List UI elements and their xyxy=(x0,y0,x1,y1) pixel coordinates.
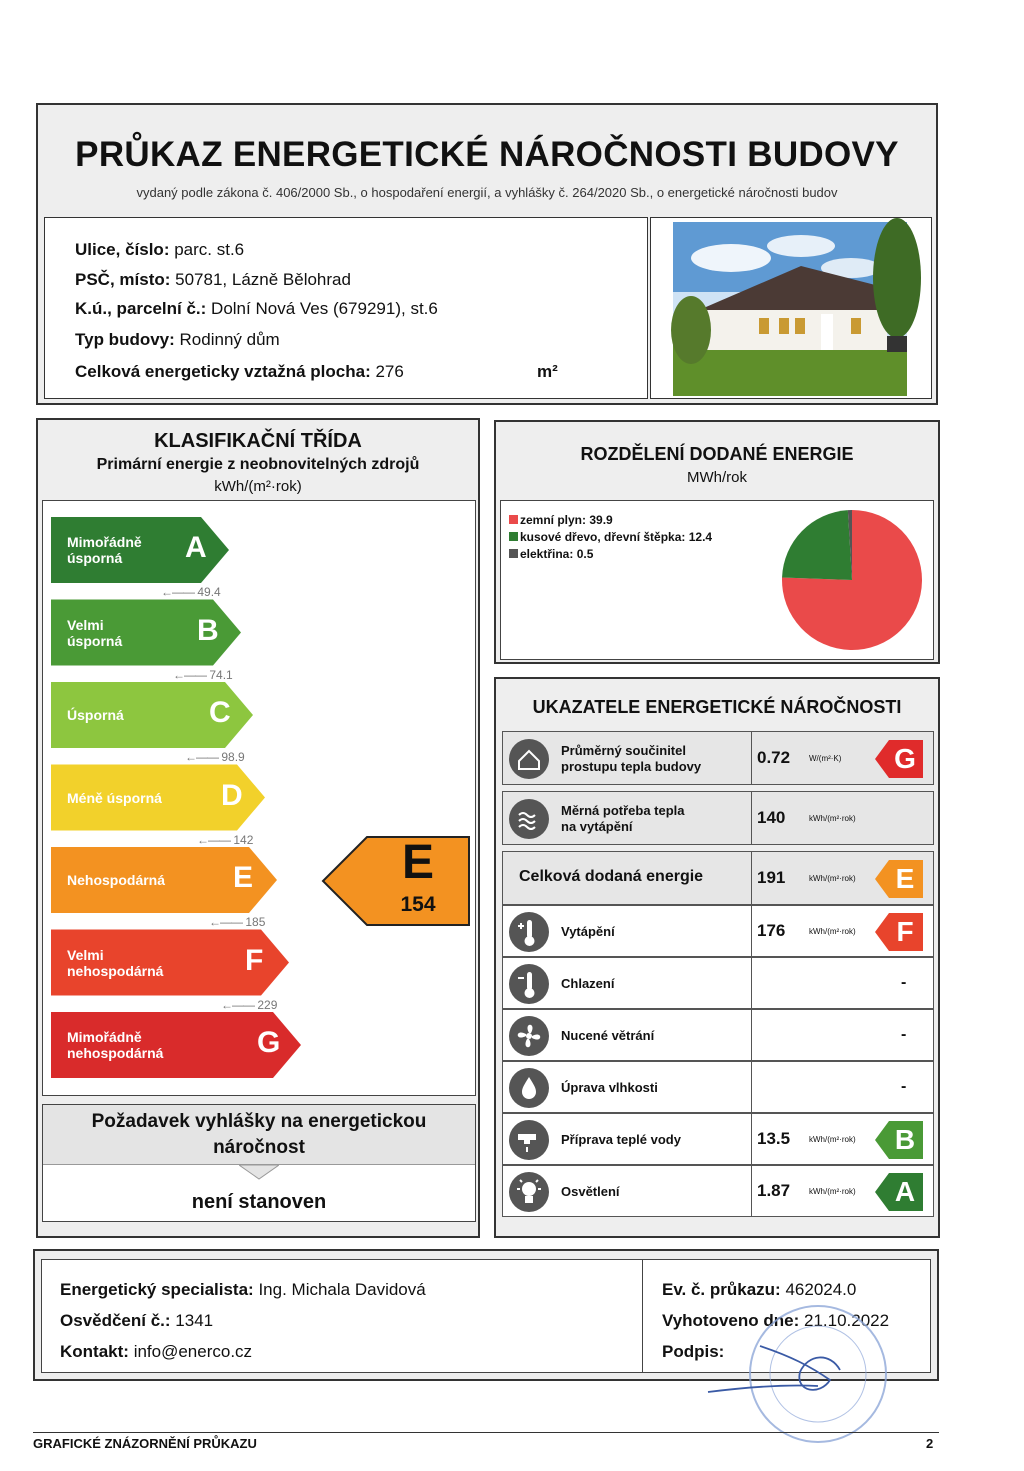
indicator-label xyxy=(519,869,703,885)
classification-unit: kWh/(m²·rok) xyxy=(214,478,302,495)
indicator-divider xyxy=(751,1010,752,1060)
contact-label: Kontakt: xyxy=(60,1342,129,1361)
indicator-label-line1: Měrná potřeba tepla xyxy=(561,803,685,818)
requirement-pointer xyxy=(239,1165,279,1181)
band-letter-b: B xyxy=(197,613,219,647)
indicator-label xyxy=(561,1184,620,1200)
zip-label: PSČ, místo: xyxy=(75,270,171,289)
class-badge-letter: A xyxy=(894,1176,916,1207)
indicator-row xyxy=(502,791,934,845)
page-number: 2 xyxy=(926,1436,934,1451)
threshold-c: ←—— 98.9 xyxy=(185,750,245,764)
distribution-panel xyxy=(494,420,940,664)
building-type-line xyxy=(75,330,280,350)
indicator-label-line1: Příprava teplé vody xyxy=(561,1132,681,1147)
header-panel xyxy=(36,103,938,405)
certificate-label: Osvědčení č.: xyxy=(60,1311,171,1330)
signature xyxy=(708,1346,840,1392)
indicator-label-line1: Nucené větrání xyxy=(561,1028,655,1043)
indicator-label-line1: Osvětlení xyxy=(561,1184,620,1199)
area-line xyxy=(75,362,404,382)
indicator-label-line1: Celková dodaná energie xyxy=(519,868,704,885)
class-badge-letter: B xyxy=(894,1124,916,1155)
class-badge-letter: E xyxy=(895,863,915,894)
indicator-row xyxy=(502,1113,934,1165)
area-unit: m² xyxy=(537,362,558,381)
classification-title: KLASIFIKAČNÍ TŘÍDA xyxy=(154,430,362,452)
requirement-header xyxy=(43,1105,475,1165)
street-value: parc. st.6 xyxy=(174,240,245,259)
requirement-title-line1: Požadavek vyhlášky na energetickou xyxy=(91,1111,427,1132)
band-label-line2: úsporná xyxy=(67,550,123,566)
indicator-divider xyxy=(751,958,752,1008)
band-letter-g: G xyxy=(257,1026,281,1059)
indicator-divider xyxy=(751,732,752,784)
indicator-label xyxy=(561,1080,658,1096)
legend-text: elektřina: 0.5 xyxy=(520,547,594,561)
distribution-title: ROZDĚLENÍ DODANÉ ENERGIE xyxy=(580,444,854,464)
band-letter-f: F xyxy=(245,943,264,977)
cadastre-label: K.ú., parcelní č.: xyxy=(75,299,207,318)
indicator-label xyxy=(561,1132,681,1148)
indicator-row xyxy=(502,731,934,785)
thermometer-plus-icon xyxy=(509,912,549,952)
threshold-b: ←—— 74.1 xyxy=(173,667,233,682)
indicator-label-line1: Chlazení xyxy=(561,976,615,991)
legend-swatch xyxy=(509,532,518,541)
street-line xyxy=(75,240,244,260)
indicator-value: 140 xyxy=(757,808,786,827)
zip-line xyxy=(75,270,351,290)
legend-item xyxy=(509,513,613,527)
indicator-label-line2: prostupu tepla budovy xyxy=(561,759,702,774)
indicators-title: UKAZATELE ENERGETICKÉ NÁROČNOSTI xyxy=(532,697,902,717)
indicator-value: - xyxy=(901,1026,907,1043)
legend-text: zemní plyn: 39.9 xyxy=(520,513,613,527)
indicator-unit: kWh/(m²·rok) xyxy=(809,1135,856,1144)
area-label: Celková energeticky vztažná plocha: xyxy=(75,362,371,381)
band-label-line1: Úsporná xyxy=(67,707,124,723)
threshold-a: ←—— 49.4 xyxy=(161,585,221,599)
class-badge xyxy=(875,1173,923,1211)
class-badge xyxy=(875,860,923,898)
indicators-panel xyxy=(494,677,940,1238)
date-value: 21.10.2022 xyxy=(804,1311,890,1330)
certificate-line xyxy=(60,1311,213,1331)
threshold-f: ←—— 229 xyxy=(221,997,278,1012)
classification-panel xyxy=(36,418,480,1238)
band-label-line2: nehospodárná xyxy=(67,1045,164,1061)
class-badge xyxy=(875,913,923,951)
indicator-row xyxy=(502,851,934,905)
footer-divider xyxy=(642,1260,643,1372)
indicator-unit: kWh/(m²·rok) xyxy=(809,1187,856,1196)
indicator-label xyxy=(561,1028,654,1044)
band-letter-e: E xyxy=(233,861,254,894)
date-label: Vyhotoveno dne: xyxy=(662,1311,800,1330)
band-label-b xyxy=(67,617,122,649)
section-label: GRAFICKÉ ZNÁZORNĚNÍ PRŮKAZU xyxy=(33,1436,257,1451)
indicator-unit: kWh/(m²·rok) xyxy=(809,874,856,883)
cadastre-line xyxy=(75,299,438,319)
result-class-letter: E xyxy=(401,836,434,889)
indicator-row xyxy=(502,1165,934,1217)
indicator-label xyxy=(561,976,614,992)
bottom-rule xyxy=(33,1432,939,1433)
band-label-line1: Velmi xyxy=(67,946,104,963)
indicator-value: - xyxy=(901,1078,907,1095)
thermometer-minus-icon xyxy=(509,964,549,1004)
specialist-label: Energetický specialista: xyxy=(60,1280,254,1299)
heat-demand-icon xyxy=(509,799,549,839)
document-title: PRŮKAZ ENERGETICKÉ NÁROČNOSTI BUDOVY xyxy=(75,135,899,174)
indicator-value: 191 xyxy=(757,868,786,887)
indicator-value: - xyxy=(901,974,907,991)
class-badge xyxy=(875,740,923,778)
indicator-label xyxy=(561,743,701,775)
band-label-line1: Mimořádně xyxy=(67,534,142,550)
building-type-value: Rodinný dům xyxy=(179,330,280,349)
area-value: 276 xyxy=(375,362,404,381)
signature-label: Podpis: xyxy=(662,1342,725,1361)
indicator-divider xyxy=(751,792,752,844)
indicator-row xyxy=(502,1061,934,1113)
indicator-label xyxy=(561,924,615,940)
legend-swatch xyxy=(509,515,518,524)
lightbulb-icon xyxy=(509,1172,549,1212)
building-photo-frame xyxy=(650,217,932,399)
distribution-pie-chart xyxy=(777,505,927,655)
building-info xyxy=(44,217,648,399)
specialist-value: Ing. Michala Davidová xyxy=(258,1280,426,1299)
certificate-value: 1341 xyxy=(175,1311,214,1330)
band-letter-a: A xyxy=(185,531,207,564)
band-label-f xyxy=(67,947,163,979)
indicator-unit: kWh/(m²·rok) xyxy=(809,927,856,936)
evidence-value: 462024.0 xyxy=(785,1280,857,1299)
indicator-label xyxy=(561,803,685,835)
indicator-label-line1: Úprava vlhkosti xyxy=(561,1080,658,1095)
band-letter-d: D xyxy=(221,778,243,812)
legend-item xyxy=(509,530,712,544)
band-letter-c: C xyxy=(209,696,231,729)
indicator-row xyxy=(502,957,934,1009)
band-label-e xyxy=(67,872,165,888)
band-label-line1: Mimořádně xyxy=(67,1029,142,1045)
result-class-value: 154 xyxy=(400,893,436,916)
indicator-divider xyxy=(751,906,752,956)
requirement-value: není stanoven xyxy=(191,1191,327,1213)
band-label-line2: úsporná xyxy=(67,632,123,649)
indicator-unit: W/(m²·K) xyxy=(809,754,842,763)
contact-line xyxy=(60,1342,252,1362)
zip-value: 50781, Lázně Bělohrad xyxy=(175,270,351,289)
band-label-line2: nehospodárná xyxy=(67,962,164,979)
distribution-unit: MWh/rok xyxy=(687,469,747,486)
indicator-divider xyxy=(751,1166,752,1216)
stamp-and-signature xyxy=(700,1296,900,1446)
house-icon xyxy=(509,739,549,779)
indicator-row xyxy=(502,905,934,957)
indicator-label-line1: Průměrný součinitel xyxy=(561,743,686,758)
threshold-d: ←—— 142 xyxy=(197,832,254,847)
band-label-c xyxy=(67,707,124,723)
class-badge-letter: F xyxy=(896,916,914,947)
band-label-line1: Velmi xyxy=(67,616,104,633)
classification-subtitle: Primární energie z neobnovitelných zdrojů xyxy=(96,456,420,473)
requirement-box xyxy=(42,1104,476,1222)
band-label-d xyxy=(67,790,162,806)
document-subtitle: vydaný podle zákona č. 406/2000 Sb., o hospodaření energií, a vyhlášky č. 264/2020 Sb., o energetické náročnosti budov xyxy=(136,185,838,200)
indicator-value: 0.72 xyxy=(757,748,791,767)
evidence-label: Ev. č. průkazu: xyxy=(662,1280,781,1299)
indicator-label-line2: na vytápění xyxy=(561,819,633,834)
specialist-line xyxy=(60,1280,426,1300)
class-badge-letter: G xyxy=(894,743,916,774)
indicator-label-line1: Vytápění xyxy=(561,924,615,939)
building-type-label: Typ budovy: xyxy=(75,330,175,349)
indicator-row xyxy=(502,1009,934,1061)
legend-swatch xyxy=(509,549,518,558)
result-arrow xyxy=(321,835,471,927)
contact-value: info@enerco.cz xyxy=(133,1342,253,1361)
indicator-value: 176 xyxy=(757,921,786,940)
street-label: Ulice, číslo: xyxy=(75,240,170,259)
band-label-g xyxy=(67,1029,163,1061)
threshold-e: ←—— 185 xyxy=(209,915,266,929)
indicator-value: 13.5 xyxy=(757,1129,791,1148)
requirement-title-line2: náročnost xyxy=(213,1137,305,1158)
building-photo xyxy=(651,218,931,398)
requirement-title xyxy=(43,1109,475,1161)
pie-slice xyxy=(782,510,852,580)
indicator-divider xyxy=(751,852,752,904)
legend-text: kusové dřevo, dřevní štěpka: 12.4 xyxy=(520,530,713,544)
indicator-divider xyxy=(751,1062,752,1112)
band-label-line1: Méně úsporná xyxy=(67,789,162,806)
indicator-unit: kWh/(m²·rok) xyxy=(809,814,856,823)
cadastre-value: Dolní Nová Ves (679291), st.6 xyxy=(211,299,438,318)
tap-icon xyxy=(509,1120,549,1160)
indicator-value: 1.87 xyxy=(757,1181,791,1200)
legend-item xyxy=(509,547,593,561)
classification-scale xyxy=(42,500,476,1096)
band-label-line1: Nehospodárná xyxy=(67,872,166,888)
humidity-icon xyxy=(509,1068,549,1108)
class-badge xyxy=(875,1121,923,1159)
indicator-divider xyxy=(751,1114,752,1164)
fan-icon xyxy=(509,1016,549,1056)
distribution-chart-area xyxy=(500,500,934,660)
band-label-a xyxy=(67,534,142,566)
